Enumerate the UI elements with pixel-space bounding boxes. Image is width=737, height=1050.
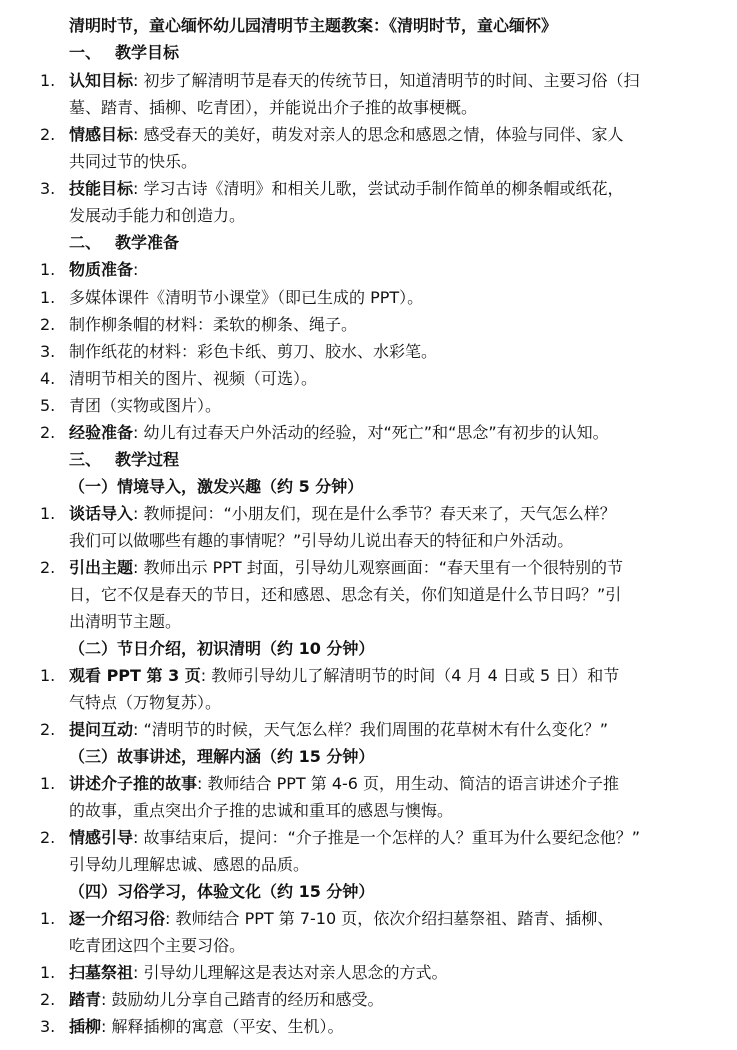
item-text: : [133, 260, 139, 279]
item-label: 物质准备 [69, 260, 134, 279]
subsection-heading: （四）习俗学习，体验文化（约 15 分钟） [69, 882, 375, 901]
list-number: 2. [40, 423, 56, 442]
list-number: 1. [40, 288, 56, 307]
list-number: 2. [40, 558, 56, 577]
item-label: 经验准备 [69, 423, 134, 442]
item-label: 逐一介绍习俗 [69, 909, 166, 928]
item-text: : 教师出示 PPT 封面，引导幼儿观察画面：“春天里有一个很特别的节 [133, 558, 624, 577]
list-item-continuation: 的故事，重点突出介子推的忠诚和重耳的感恩与懊悔。 [69, 801, 454, 820]
item-text: : 故事结束后，提问：“介子推是一个怎样的人？重耳为什么要纪念他？” [133, 828, 641, 847]
item-label: 认知目标 [69, 71, 134, 90]
list-item-continuation: 日，它不仅是春天的节日，还和感恩、思念有关，你们知道是什么节日吗？”引 [69, 585, 622, 604]
item-text: 制作柳条帽的材料：柔软的柳条、绳子。 [69, 315, 358, 334]
subsection-heading: （一）情境导入，激发兴趣（约 5 分钟） [69, 477, 364, 496]
item-label: 观看 PPT 第 3 页 [69, 666, 201, 685]
list-number: 4. [40, 369, 56, 388]
item-text: : 学习古诗《清明》和相关儿歌，尝试动手制作简单的柳条帽或纸花， [133, 179, 624, 198]
section-number: 三、 [69, 450, 102, 469]
list-number: 5. [40, 396, 56, 415]
item-text: : 幼儿有过春天户外活动的经验，对“死亡”和“思念”有初步的认知。 [133, 423, 609, 442]
list-number: 2. [40, 315, 56, 334]
list-number: 2. [40, 990, 56, 1009]
list-number: 3. [40, 179, 56, 198]
item-text: : 感受春天的美好，萌发对亲人的思念和感恩之情，体验与同伴、家人 [133, 125, 624, 144]
section-title: 教学目标 [115, 43, 180, 62]
item-label: 扫墓祭祖 [69, 963, 134, 982]
list-number: 1. [40, 504, 56, 523]
item-label: 讲述介子推的故事 [69, 774, 198, 793]
list-number: 3. [40, 342, 56, 361]
item-label: 技能目标 [69, 179, 134, 198]
list-item-continuation: 我们可以做哪些有趣的事情呢？”引导幼儿说出春天的特征和户外活动。 [69, 531, 574, 550]
list-number: 1. [40, 774, 56, 793]
list-number: 2. [40, 720, 56, 739]
list-item-continuation: 引导幼儿理解忠诚、感恩的品质。 [69, 855, 310, 874]
item-label: 情感引导 [69, 828, 134, 847]
list-number: 1. [40, 963, 56, 982]
item-label: 踏青 [69, 990, 102, 1009]
section-heading-process [69, 449, 179, 471]
section-heading-goals [69, 42, 179, 64]
section-title: 教学准备 [115, 233, 180, 252]
document-title: 清明时节，童心缅怀幼儿园清明节主题教案：《清明时节，童心缅怀》 [69, 16, 558, 35]
list-number: 3. [40, 1017, 56, 1036]
list-item-continuation: 墓、踏青、插柳、吃青团），并能说出介子推的故事梗概。 [69, 98, 478, 117]
item-label: 谈话导入 [69, 504, 134, 523]
list-item-continuation: 吃青团这四个主要习俗。 [69, 936, 246, 955]
item-text: 多媒体课件《清明节小课堂》（即已生成的 PPT）。 [69, 288, 424, 307]
item-text: : 教师结合 PPT 第 4-6 页，用生动、简洁的语言讲述介子推 [197, 774, 620, 793]
item-text: : 解释插柳的寓意（平安、生机）。 [101, 1017, 344, 1036]
list-item-continuation: 发展动手能力和创造力。 [69, 206, 246, 225]
list-number: 2. [40, 125, 56, 144]
item-text: 青团（实物或图片）。 [69, 396, 222, 415]
list-item-continuation: 出清明节主题。 [69, 612, 182, 631]
list-item-continuation: 气特点（万物复苏）。 [69, 693, 222, 712]
item-text: : 初步了解清明节是春天的传统节日，知道清明节的时间、主要习俗（扫 [133, 71, 640, 90]
item-label: 提问互动 [69, 720, 134, 739]
item-text: : 教师引导幼儿了解清明节的时间（4 月 4 日或 5 日）和节 [200, 666, 620, 685]
item-label: 情感目标 [69, 125, 134, 144]
section-heading-prep [69, 232, 179, 254]
item-text: : 教师结合 PPT 第 7-10 页，依次介绍扫墓祭祖、踏青、插柳、 [165, 909, 614, 928]
list-number: 1. [40, 71, 56, 90]
section-number: 二、 [69, 233, 102, 252]
item-label: 插柳 [69, 1017, 102, 1036]
list-item-continuation: 共同过节的快乐。 [69, 152, 198, 171]
item-text: 制作纸花的材料：彩色卡纸、剪刀、胶水、水彩笔。 [69, 342, 438, 361]
item-label: 引出主题 [69, 558, 134, 577]
subsection-heading: （二）节日介绍，初识清明（约 10 分钟） [69, 639, 375, 658]
item-text: : 引导幼儿理解这是表达对亲人思念的方式。 [133, 963, 448, 982]
list-number: 1. [40, 260, 56, 279]
subsection-heading: （三）故事讲述，理解内涵（约 15 分钟） [69, 747, 375, 766]
item-text: 清明节相关的图片、视频（可选）。 [69, 369, 318, 388]
list-number: 1. [40, 666, 56, 685]
list-number: 1. [40, 909, 56, 928]
section-number: 一、 [69, 43, 102, 62]
item-text: : 鼓励幼儿分享自己踏青的经历和感受。 [101, 990, 384, 1009]
item-text: : 教师提问：“小朋友们，现在是什么季节？春天来了，天气怎么样？ [133, 504, 616, 523]
list-number: 2. [40, 828, 56, 847]
section-title: 教学过程 [115, 450, 180, 469]
item-text: : “清明节的时候，天气怎么样？我们周围的花草树木有什么变化？” [133, 720, 609, 739]
